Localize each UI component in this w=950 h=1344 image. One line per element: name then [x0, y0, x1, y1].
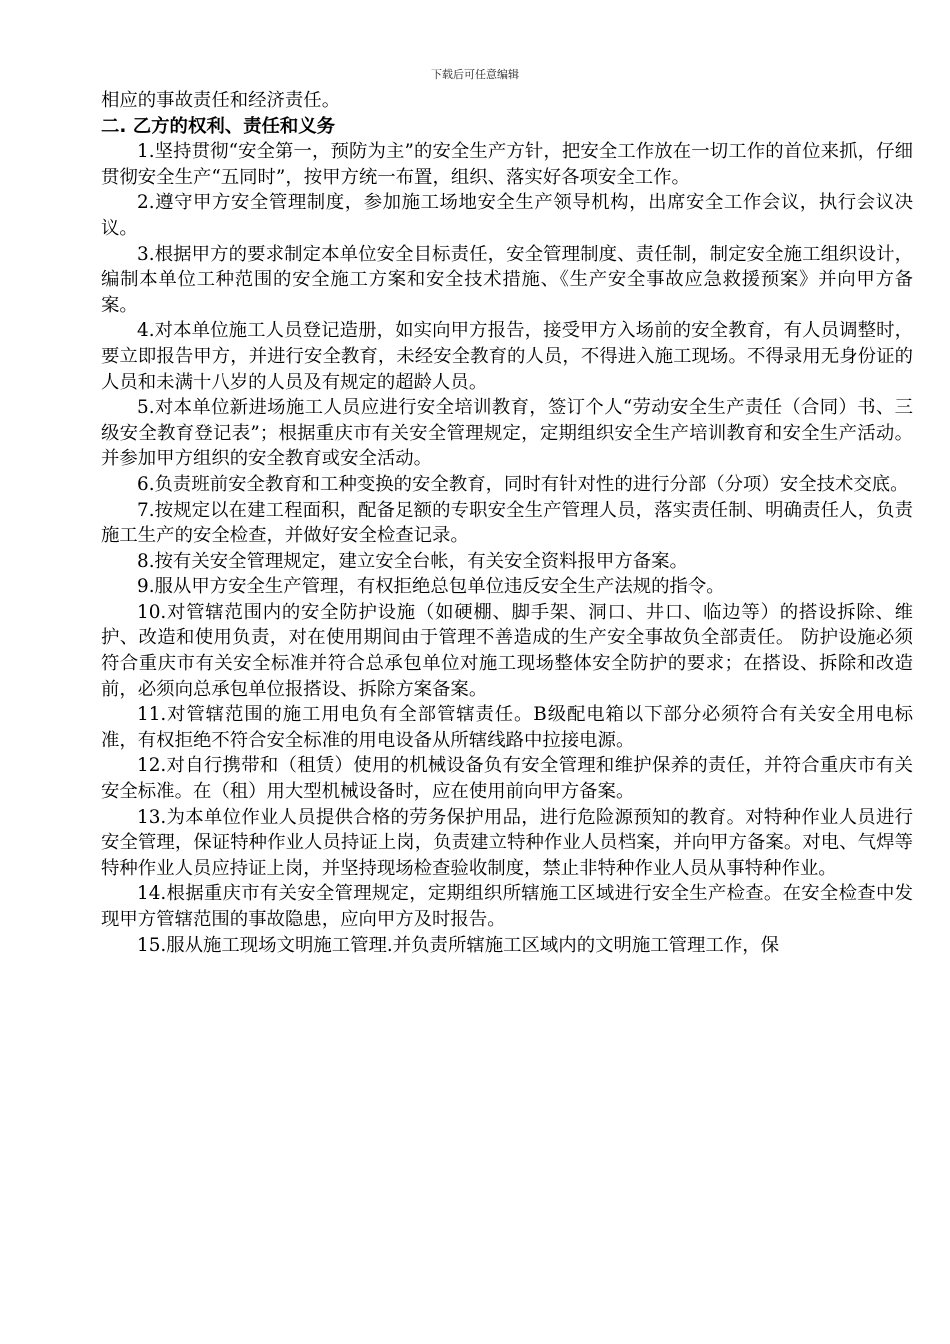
- clause-7: 7.按规定以在建工程面积，配备足额的专职安全生产管理人员，落实责任制、明确责任人，负责施工生产的安全检查，并做好安全检查记录。: [101, 499, 913, 547]
- document-body: [101, 88, 913, 958]
- clause-10: 10.对管辖范围内的安全防护设施（如硬棚、脚手架、洞口、井口、临边等）的搭设拆除、维护、改造和使用负责，对在使用期间由于管理不善造成的生产安全事故负全部责任。 防护设施必须符合重庆市有关安全标准并符合总承包单位对施工现场整体安全防护的要求；在搭设、拆除和改造前，必须向总承包单位报搭设、拆除方案备案。: [101, 601, 913, 700]
- clause-8: 8.按有关安全管理规定，建立安全台帐，有关安全资料报甲方备案。: [137, 550, 688, 572]
- clause-4: 4.对本单位施工人员登记造册，如实向甲方报告，接受甲方入场前的安全教育，有人员调整时，要立即报告甲方，并进行安全教育，未经安全教育的人员，不得进入施工现场。不得录用无身份证的人员和未满十八岁的人员及有规定的超龄人员。: [101, 320, 913, 393]
- section-heading: 二. 乙方的权利、责任和义务: [101, 115, 336, 137]
- clause-6: 6.负责班前安全教育和工种变换的安全教育，同时有针对性的进行分部（分项）安全技术交底。: [137, 473, 909, 495]
- clause-15: 15.服从施工现场文明施工管理.并负责所辖施工区域内的文明施工管理工作，保: [137, 934, 779, 956]
- clause-1: 1.坚持贯彻“安全第一，预防为主”的安全生产方针，把安全工作放在一切工作的首位来抓，仔细贯彻安全生产“五同时”，按甲方统一布置，组织、落实好各项安全工作。: [101, 141, 913, 188]
- lead-paragraph: 相应的事故责任和经济责任。: [101, 90, 341, 111]
- clause-2: 2.遵守甲方安全管理制度，参加施工场地安全生产领导机构，出席安全工作会议，执行会议决议。: [101, 192, 913, 239]
- clause-11: 11.对管辖范围的施工用电负有全部管辖责任。B级配电箱以下部分必须符合有关安全用电标准，有权拒绝不符合安全标准的用电设备从所辖线路中拉接电源。: [101, 704, 913, 751]
- clause-14: 14.根据重庆市有关安全管理规定，定期组织所辖施工区域进行安全生产检查。在安全检查中发现甲方管辖范围的事故隐患，应向甲方及时报告。: [101, 883, 913, 930]
- clause-5: 5.对本单位新进场施工人员应进行安全培训教育，签订个人“劳动安全生产责任（合同）书、三级安全教育登记表”；根据重庆市有关安全管理规定，定期组织安全生产培训教育和安全生产活动。并参加甲方组织的安全教育或安全活动。: [101, 397, 913, 470]
- clause-3: 3.根据甲方的要求制定本单位安全目标责任，安全管理制度、责任制，制定安全施工组织设计，编制本单位工种范围的安全施工方案和安全技术措施、《生产安全事故应急救援预案》并向甲方备案。: [101, 243, 913, 316]
- page-header: 下载后可任意编辑: [431, 68, 519, 81]
- clause-9: 9.服从甲方安全生产管理，有权拒绝总包单位违反安全生产法规的指令。: [137, 576, 725, 598]
- clause-12: 12.对自行携带和（租赁）使用的机械设备负有安全管理和维护保养的责任，并符合重庆市有关安全标准。在（租）用大型机械设备时，应在使用前向甲方备案。: [101, 755, 913, 803]
- clause-13: 13.为本单位作业人员提供合格的劳务保护用品，进行危险源预知的教育。对特种作业人员进行安全管理，保证特种作业人员持证上岗，负责建立特种作业人员档案，并向甲方备案。对电、气焊等特种作业人员应持证上岗，并坚持现场检查验收制度，禁止非特种作业人员从事特种作业。: [101, 806, 913, 879]
